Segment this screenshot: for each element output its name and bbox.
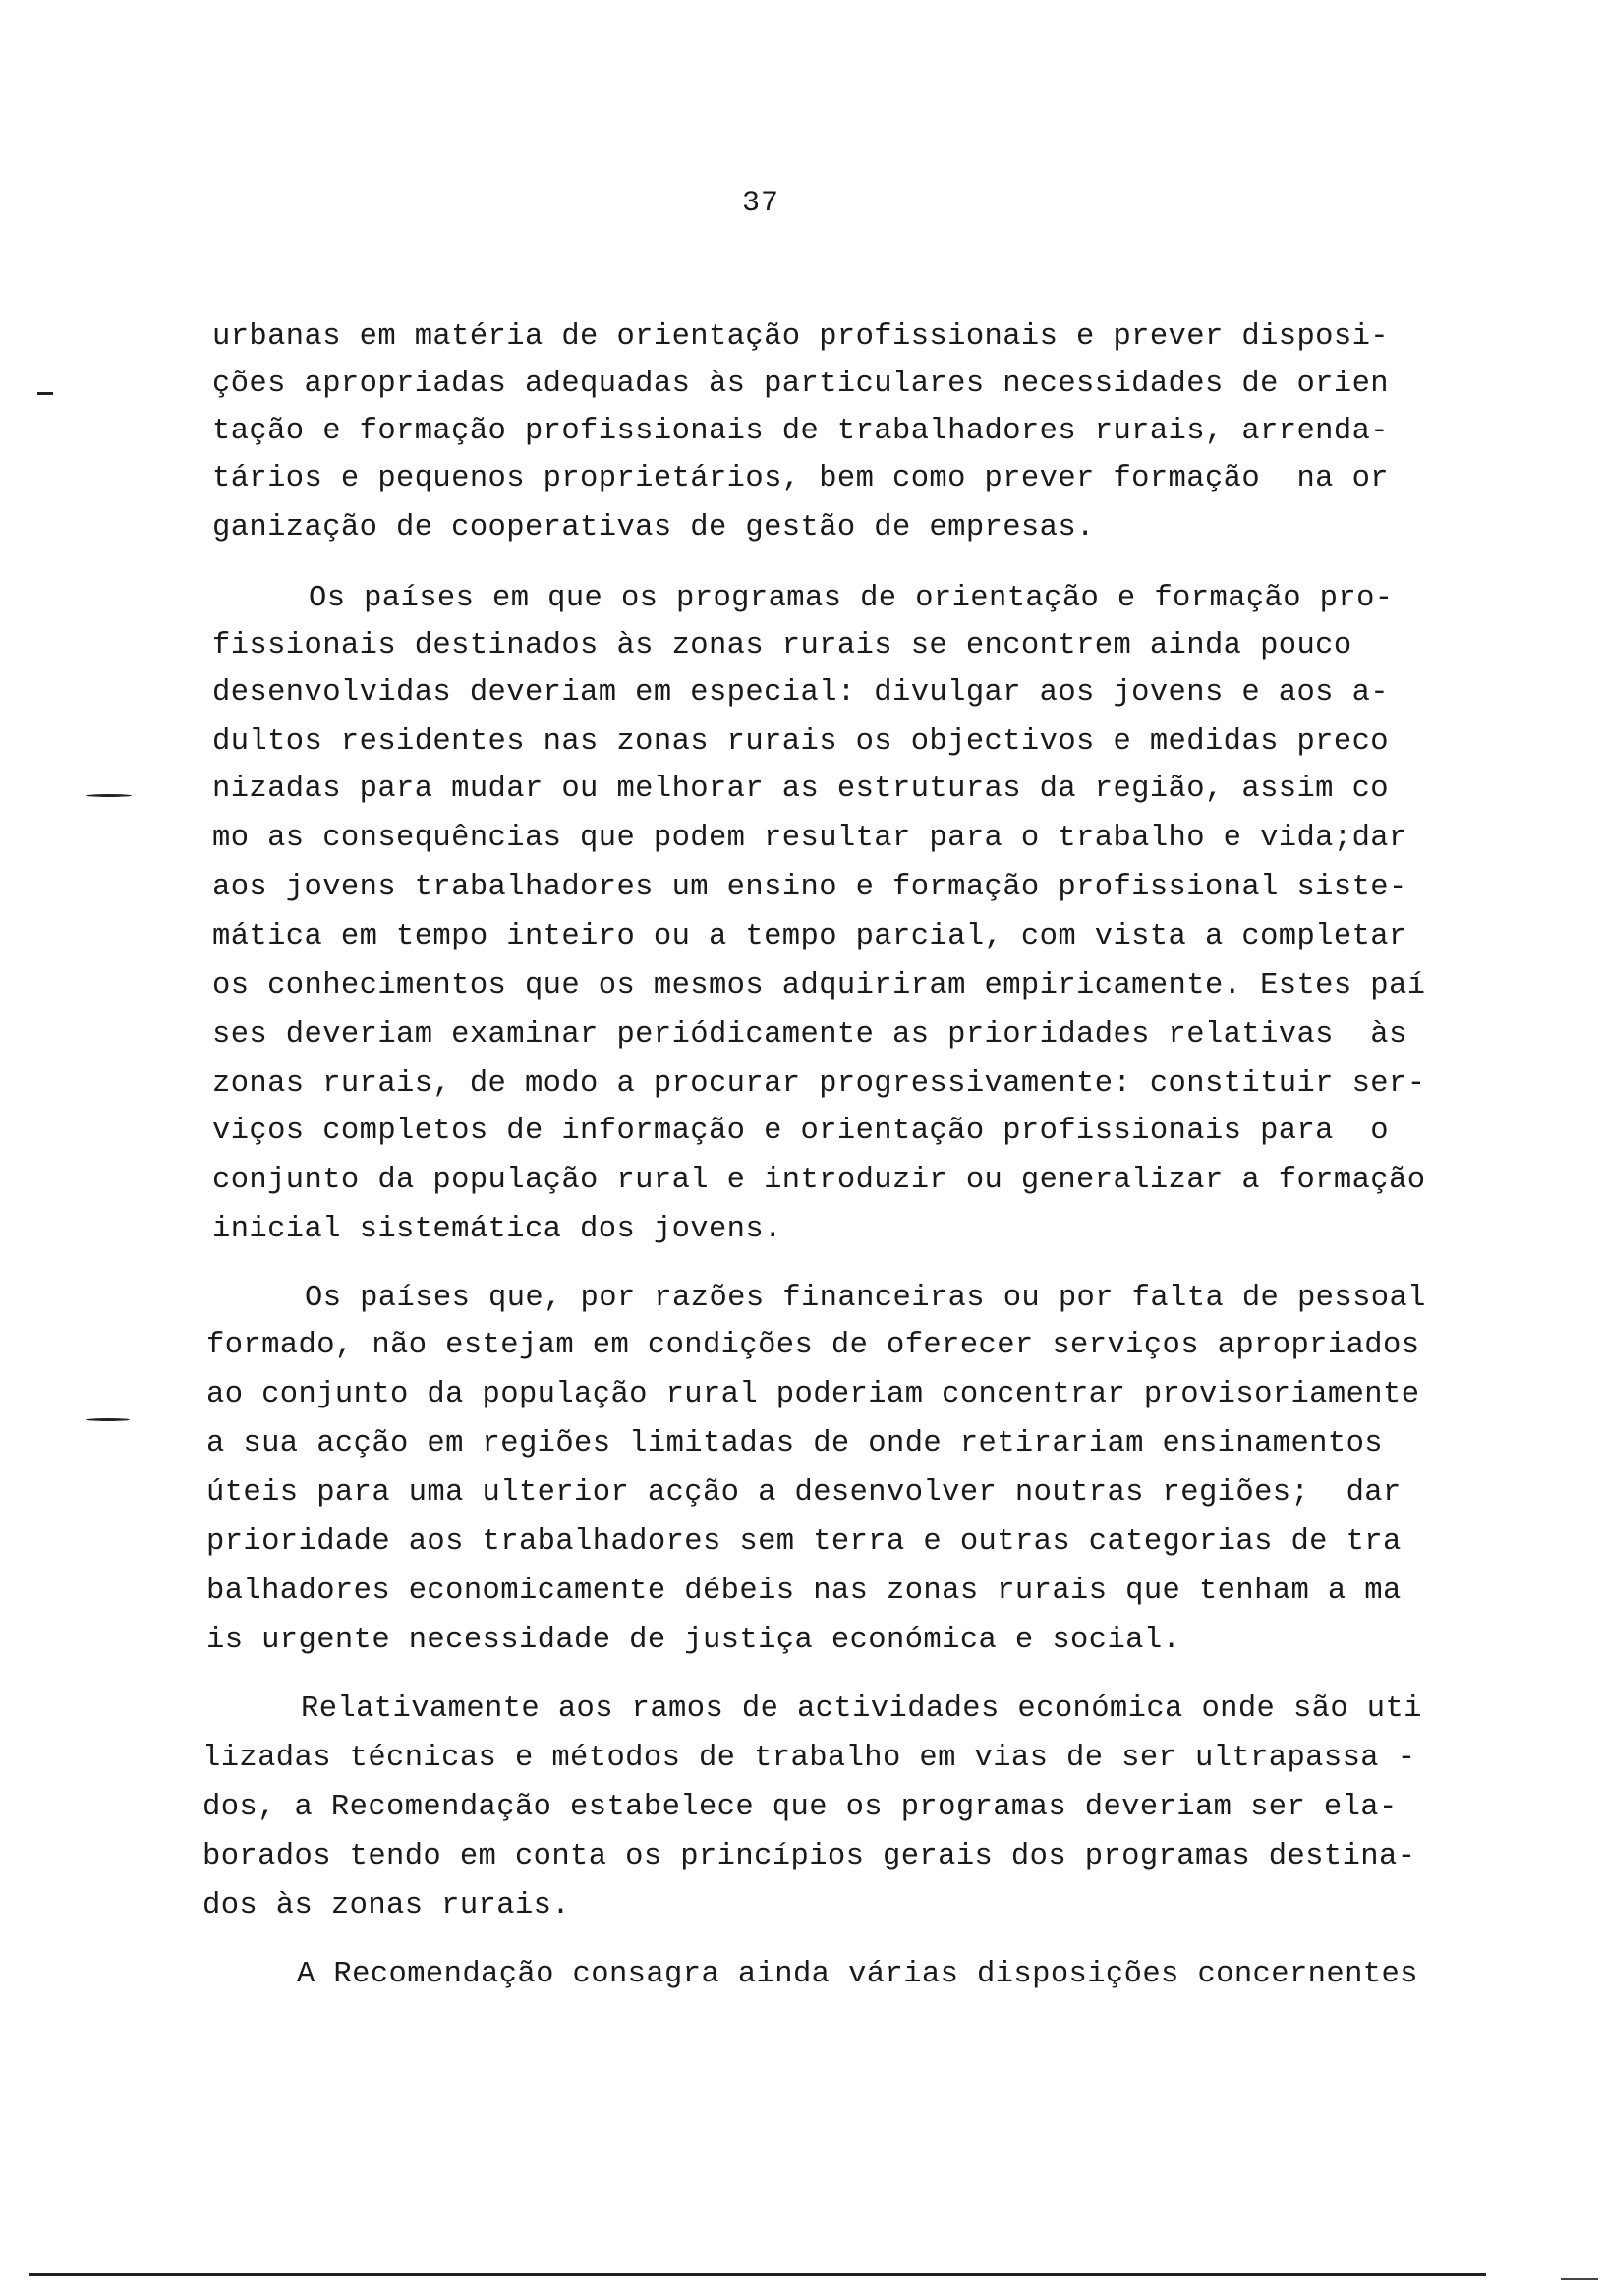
text-line: balhadores economicamente débeis nas zonas rurais que tenham a ma bbox=[206, 1575, 1402, 1608]
text-line: Relativamente aos ramos de actividades económica onde são uti bbox=[301, 1693, 1422, 1726]
text-line: formado, não estejam em condições de oferecer serviços apropriados bbox=[206, 1329, 1420, 1362]
text-line: dos, a Recomendação estabelece que os programas deveriam ser ela- bbox=[202, 1791, 1398, 1824]
text-line: ao conjunto da população rural poderiam concentrar provisoriamente bbox=[206, 1378, 1420, 1411]
text-line: mo as consequências que podem resultar para o trabalho e vida;dar bbox=[212, 822, 1407, 855]
text-line: ganização de cooperativas de gestão de empresas. bbox=[212, 511, 1095, 545]
text-line: Os países que, por razões financeiras ou por falta de pessoal bbox=[305, 1282, 1426, 1315]
bottom-rule bbox=[29, 2273, 1486, 2276]
text-line: úteis para uma ulterior acção a desenvolver noutras regiões; dar bbox=[206, 1476, 1402, 1510]
text-line: inicial sistemática dos jovens. bbox=[212, 1213, 782, 1246]
text-line: prioridade aos trabalhadores sem terra e outras categorias de tra bbox=[206, 1525, 1402, 1559]
text-line: zonas rurais, de modo a procurar progressivamente: constituir ser- bbox=[212, 1067, 1426, 1101]
text-line: urbanas em matéria de orientação profissionais e prever disposi- bbox=[212, 320, 1389, 354]
text-line: mática em tempo inteiro ou a tempo parcial, com vista a completar bbox=[212, 920, 1407, 953]
text-line: a sua acção em regiões limitadas de onde retirariam ensinamentos bbox=[206, 1427, 1383, 1461]
text-line: borados tendo em conta os princípios gerais dos programas destina- bbox=[202, 1840, 1416, 1873]
text-line: ções apropriadas adequadas às particulares necessidades de orien bbox=[212, 368, 1389, 401]
text-line: lizadas técnicas e métodos de trabalho em vias de ser ultrapassa - bbox=[202, 1742, 1416, 1775]
text-line: is urgente necessidade de justiça económica e social. bbox=[206, 1624, 1181, 1657]
bottom-rule-stub bbox=[1561, 2278, 1598, 2280]
text-line: conjunto da população rural e introduzir ou generalizar a formação bbox=[212, 1164, 1426, 1197]
text-line: dos às zonas rurais. bbox=[202, 1889, 571, 1923]
text-line: Os países em que os programas de orientação e formação pro- bbox=[309, 582, 1394, 615]
page-number: 37 bbox=[742, 187, 780, 220]
text-line: nizadas para mudar ou melhorar as estruturas da região, assim co bbox=[212, 773, 1389, 806]
text-line: ses deveriam examinar periódicamente as prioridades relativas às bbox=[212, 1018, 1407, 1052]
text-line: dultos residentes nas zonas rurais os objectivos e medidas preco bbox=[212, 725, 1389, 759]
margin-mark bbox=[86, 1418, 130, 1421]
text-line: A Recomendação consagra ainda várias disposições concernentes bbox=[297, 1958, 1418, 1991]
text-line: os conhecimentos que os mesmos adquiriram empiricamente. Estes paí bbox=[212, 969, 1426, 1003]
text-line: tação e formação profissionais de trabalhadores rurais, arrenda- bbox=[212, 415, 1389, 448]
margin-mark bbox=[37, 392, 53, 395]
text-line: desenvolvidas deveriam em especial: divulgar aos jovens e aos a- bbox=[212, 676, 1389, 710]
text-line: viços completos de informação e orientação profissionais para o bbox=[212, 1115, 1389, 1148]
text-line: fissionais destinados às zonas rurais se encontrem ainda pouco bbox=[212, 629, 1352, 662]
margin-mark bbox=[86, 794, 132, 797]
text-line: aos jovens trabalhadores um ensino e formação profissional siste- bbox=[212, 871, 1407, 904]
text-line: tários e pequenos proprietários, bem como prever formação na or bbox=[212, 462, 1389, 495]
